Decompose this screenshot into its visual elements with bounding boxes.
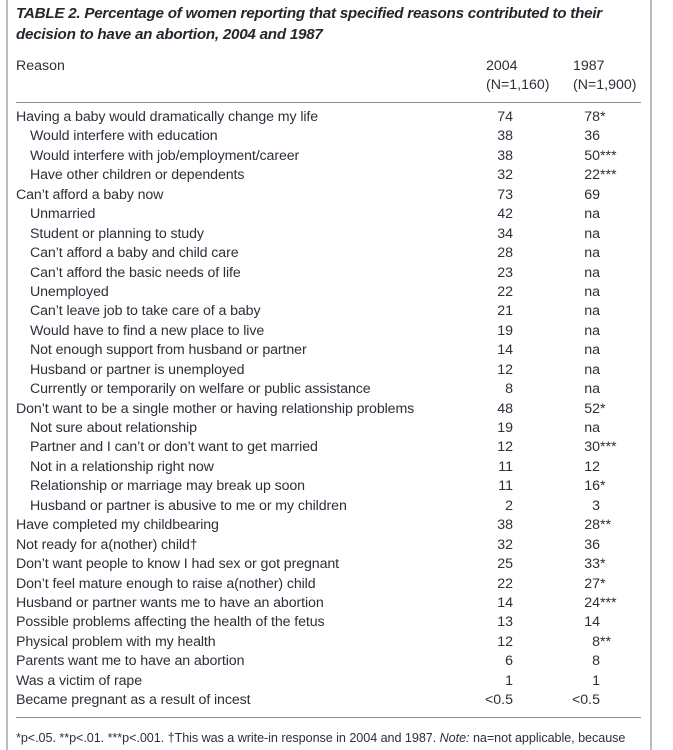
value-1987 xyxy=(558,419,600,438)
value-1987 xyxy=(558,613,600,632)
table-column-header xyxy=(16,57,657,101)
table-inner xyxy=(16,0,657,746)
table-row xyxy=(16,672,657,691)
value-2004 xyxy=(471,166,513,185)
value-1987 xyxy=(558,691,600,710)
value-1987 xyxy=(558,322,600,341)
value-2004 xyxy=(471,400,513,419)
value-1987-significance: * xyxy=(600,478,606,495)
table-row xyxy=(16,516,657,535)
table-row xyxy=(16,652,657,671)
value-2004 xyxy=(471,672,513,691)
value-1987 xyxy=(558,400,606,419)
value-2004-number: 73 xyxy=(497,186,513,203)
value-1987-number: 36 xyxy=(584,128,600,145)
value-1987-number: na xyxy=(584,245,600,262)
value-2004 xyxy=(471,477,513,496)
value-2004-number: 32 xyxy=(497,536,513,553)
value-1987 xyxy=(558,497,600,516)
row-label: Unemployed xyxy=(30,283,109,300)
table-row xyxy=(16,341,657,360)
value-2004-number: 14 xyxy=(497,342,513,359)
value-1987 xyxy=(558,283,600,302)
value-1987-significance: * xyxy=(600,575,606,592)
row-label: Was a victim of rape xyxy=(16,672,142,689)
value-1987-number: 22 xyxy=(584,167,600,184)
row-label: Not sure about relationship xyxy=(30,420,197,436)
row-label: Would interfere with job/employment/career xyxy=(30,147,300,164)
value-1987 xyxy=(558,244,600,263)
table-row xyxy=(16,205,657,224)
row-label: Having a baby would dramatically change my life xyxy=(16,109,319,125)
value-2004 xyxy=(471,264,513,283)
value-2004 xyxy=(471,536,513,555)
value-2004 xyxy=(471,225,513,244)
row-label: Husband or partner wants me to have an abortion xyxy=(16,594,324,611)
table-row xyxy=(16,264,657,283)
value-2004-number: 22 xyxy=(497,283,513,300)
table-row xyxy=(16,108,657,127)
value-1987 xyxy=(558,127,600,146)
column-header-1987-year: 1987 xyxy=(573,58,605,74)
value-1987-number: na xyxy=(584,283,600,300)
value-2004-number: 12 xyxy=(497,361,513,378)
value-1987-number: na xyxy=(584,381,600,398)
value-1987 xyxy=(558,147,617,166)
table-row xyxy=(16,497,657,516)
value-1987-number: 12 xyxy=(584,458,600,475)
value-2004 xyxy=(471,633,513,652)
value-2004 xyxy=(471,380,513,399)
value-2004-number: 8 xyxy=(505,381,513,398)
row-label: Relationship or marriage may break up soon xyxy=(30,478,305,495)
row-label: Don’t feel mature enough to raise a(nother) child xyxy=(16,575,316,592)
value-1987 xyxy=(558,361,600,380)
row-label: Possible problems affecting the health of the fetus xyxy=(16,614,325,631)
value-1987 xyxy=(558,575,606,594)
value-1987 xyxy=(558,594,617,613)
table-row xyxy=(16,225,657,244)
value-1987-significance: *** xyxy=(600,147,617,164)
table-row xyxy=(16,380,657,399)
value-1987-number: na xyxy=(584,225,600,242)
value-2004 xyxy=(471,555,513,574)
value-2004-number: 13 xyxy=(497,614,513,631)
table-row xyxy=(16,166,657,185)
value-1987-significance: * xyxy=(600,556,606,573)
row-label: Can’t afford a baby now xyxy=(16,186,164,203)
value-2004-number: 19 xyxy=(497,322,513,339)
value-2004-number: 22 xyxy=(497,575,513,592)
value-1987-number: 8 xyxy=(592,633,600,650)
footnote-na-text: na=not applicable, because xyxy=(469,730,626,745)
table-body xyxy=(16,108,657,711)
row-label: Parents want me to have an abortion xyxy=(16,653,245,670)
table-row xyxy=(16,633,657,652)
table-row xyxy=(16,400,657,419)
row-label: Not enough support from husband or partner xyxy=(30,342,307,359)
value-2004 xyxy=(471,575,513,594)
row-label: Would interfere with education xyxy=(30,128,218,145)
value-1987-number: 50 xyxy=(584,147,600,164)
table-row xyxy=(16,477,657,496)
value-1987 xyxy=(558,225,600,244)
table-row xyxy=(16,283,657,302)
value-1987-significance: ** xyxy=(600,517,612,534)
value-1987-number: na xyxy=(584,420,600,436)
row-label: Not ready for a(nother) child† xyxy=(16,536,198,553)
row-label: Have other children or dependents xyxy=(30,167,245,184)
value-2004-number: 32 xyxy=(497,167,513,184)
table-row xyxy=(16,458,657,477)
column-header-1987 xyxy=(573,57,636,95)
value-2004-number: 12 xyxy=(497,633,513,650)
value-1987 xyxy=(558,633,612,652)
value-2004-number: 11 xyxy=(498,458,513,475)
value-1987 xyxy=(558,672,600,691)
value-1987-number: <0.5 xyxy=(571,692,600,709)
value-1987 xyxy=(558,438,617,457)
column-header-2004 xyxy=(486,57,549,95)
value-1987-number: 30 xyxy=(584,439,600,456)
value-2004-number: 11 xyxy=(498,478,513,495)
value-2004-number: 21 xyxy=(497,303,513,320)
value-1987-number: 52 xyxy=(584,400,600,417)
value-2004 xyxy=(471,147,513,166)
value-1987-significance: ** xyxy=(600,633,612,650)
value-1987-number: na xyxy=(584,322,600,339)
value-2004 xyxy=(471,322,513,341)
footer-rule xyxy=(16,717,641,718)
value-1987 xyxy=(558,264,600,283)
value-2004-number: 48 xyxy=(497,400,513,417)
value-2004-number: 2 xyxy=(505,497,513,514)
column-header-1987-n: (N=1,900) xyxy=(573,77,637,93)
value-2004 xyxy=(471,419,513,438)
value-1987 xyxy=(558,516,612,535)
value-1987 xyxy=(558,108,606,127)
value-2004 xyxy=(471,302,513,321)
row-label: Can’t afford a baby and child care xyxy=(30,245,239,262)
table-row xyxy=(16,322,657,341)
table-row xyxy=(16,361,657,380)
row-label: Husband or partner is unemployed xyxy=(30,361,245,378)
value-1987 xyxy=(558,205,600,224)
value-2004 xyxy=(471,691,513,710)
value-1987-significance: *** xyxy=(600,167,617,184)
value-1987 xyxy=(558,477,606,496)
value-1987-number: 28 xyxy=(584,517,600,534)
table-row xyxy=(16,127,657,146)
table-row xyxy=(16,419,657,438)
value-1987 xyxy=(558,652,600,671)
row-label: Currently or temporarily on welfare or public assistance xyxy=(30,381,371,398)
value-2004-number: 25 xyxy=(497,556,513,573)
row-label: Not in a relationship right now xyxy=(30,458,214,475)
value-1987-significance: *** xyxy=(600,594,617,611)
value-2004-number: 42 xyxy=(497,206,513,223)
value-1987-number: 36 xyxy=(584,536,600,553)
value-1987-number: 14 xyxy=(584,614,600,631)
value-2004 xyxy=(471,108,513,127)
value-1987-significance: *** xyxy=(600,439,617,456)
value-2004 xyxy=(471,186,513,205)
value-2004 xyxy=(471,438,513,457)
row-label: Partner and I can’t or don’t want to get married xyxy=(30,439,318,456)
table-row xyxy=(16,302,657,321)
footnote-significance-text: *p<.05. **p<.01. ***p<.001. †This was a write-in response in 2004 and 1987. xyxy=(16,730,440,745)
row-label: Don’t want people to know I had sex or got pregnant xyxy=(16,556,340,573)
value-1987-number: na xyxy=(584,206,600,223)
value-1987-number: na xyxy=(584,264,600,281)
value-1987-number: 27 xyxy=(584,575,600,592)
value-2004 xyxy=(471,361,513,380)
value-2004 xyxy=(471,594,513,613)
value-1987 xyxy=(558,458,600,477)
value-1987-number: 1 xyxy=(592,672,600,689)
value-2004-number: 74 xyxy=(497,109,513,125)
table-row xyxy=(16,691,657,710)
table-row xyxy=(16,555,657,574)
value-1987-significance: * xyxy=(600,400,606,417)
value-1987 xyxy=(558,380,600,399)
value-2004 xyxy=(471,613,513,632)
table-row xyxy=(16,438,657,457)
row-label: Don’t want to be a single mother or having relationship problems xyxy=(16,400,415,417)
value-1987-number: 24 xyxy=(584,594,600,611)
value-2004-number: 34 xyxy=(497,225,513,242)
value-2004-number: 12 xyxy=(497,439,513,456)
value-1987-number: 33 xyxy=(584,556,600,573)
row-label: Can’t leave job to take care of a baby xyxy=(30,303,261,320)
footnote-note-label: Note: xyxy=(439,730,470,745)
header-rule xyxy=(16,102,641,103)
left-edge-rule xyxy=(6,0,8,750)
row-label: Can’t afford the basic needs of life xyxy=(30,264,241,281)
value-2004-number: 1 xyxy=(505,672,513,689)
row-label: Unmarried xyxy=(30,206,96,223)
row-label: Husband or partner is abusive to me or my children xyxy=(30,497,347,514)
value-1987-number: 69 xyxy=(584,186,600,203)
value-2004-number: 38 xyxy=(497,128,513,145)
value-1987 xyxy=(558,302,600,321)
value-1987 xyxy=(558,341,600,360)
value-1987 xyxy=(558,555,606,574)
value-1987-number: na xyxy=(584,303,600,320)
table-footnote xyxy=(16,730,666,746)
value-2004-number: 28 xyxy=(497,245,513,262)
value-1987-number: na xyxy=(584,361,600,378)
row-label: Physical problem with my health xyxy=(16,633,216,650)
value-2004-number: 23 xyxy=(497,264,513,281)
value-1987 xyxy=(558,536,600,555)
table-row xyxy=(16,244,657,263)
value-1987-significance: * xyxy=(600,109,606,125)
value-2004-number: 38 xyxy=(497,517,513,534)
row-label: Would have to find a new place to live xyxy=(30,322,265,339)
value-2004 xyxy=(471,341,513,360)
table-row xyxy=(16,536,657,555)
value-1987 xyxy=(558,166,617,185)
value-2004-number: 6 xyxy=(505,653,513,670)
value-2004 xyxy=(471,205,513,224)
value-2004-number: 19 xyxy=(497,420,513,436)
value-2004-number: 14 xyxy=(497,594,513,611)
column-header-reason: Reason xyxy=(16,58,65,74)
table-row xyxy=(16,594,657,613)
value-2004-number: 38 xyxy=(497,147,513,164)
table-title: TABLE 2. Percentage of women reporting that specified reasons contributed to their decision to have an abortion, 2004 and 1987 xyxy=(16,5,602,43)
value-1987-number: 3 xyxy=(592,497,600,514)
table-row xyxy=(16,575,657,594)
table-row xyxy=(16,613,657,632)
row-label: Became pregnant as a result of incest xyxy=(16,692,251,709)
value-2004 xyxy=(471,497,513,516)
value-2004 xyxy=(471,652,513,671)
table-row xyxy=(16,147,657,166)
value-2004-number: <0.5 xyxy=(484,692,513,709)
value-1987-number: 78 xyxy=(584,109,600,125)
value-2004 xyxy=(471,283,513,302)
row-label: Have completed my childbearing xyxy=(16,517,219,534)
value-1987-number: na xyxy=(584,342,600,359)
value-1987-number: 8 xyxy=(592,653,600,670)
value-2004 xyxy=(471,127,513,146)
value-2004 xyxy=(471,516,513,535)
value-1987 xyxy=(558,186,600,205)
table-row xyxy=(16,186,657,205)
value-2004 xyxy=(471,458,513,477)
value-2004 xyxy=(471,244,513,263)
row-label: Student or planning to study xyxy=(30,225,204,242)
column-header-2004-year: 2004 xyxy=(486,58,518,74)
value-1987-number: 16 xyxy=(584,478,600,495)
column-header-2004-n: (N=1,160) xyxy=(486,77,550,93)
